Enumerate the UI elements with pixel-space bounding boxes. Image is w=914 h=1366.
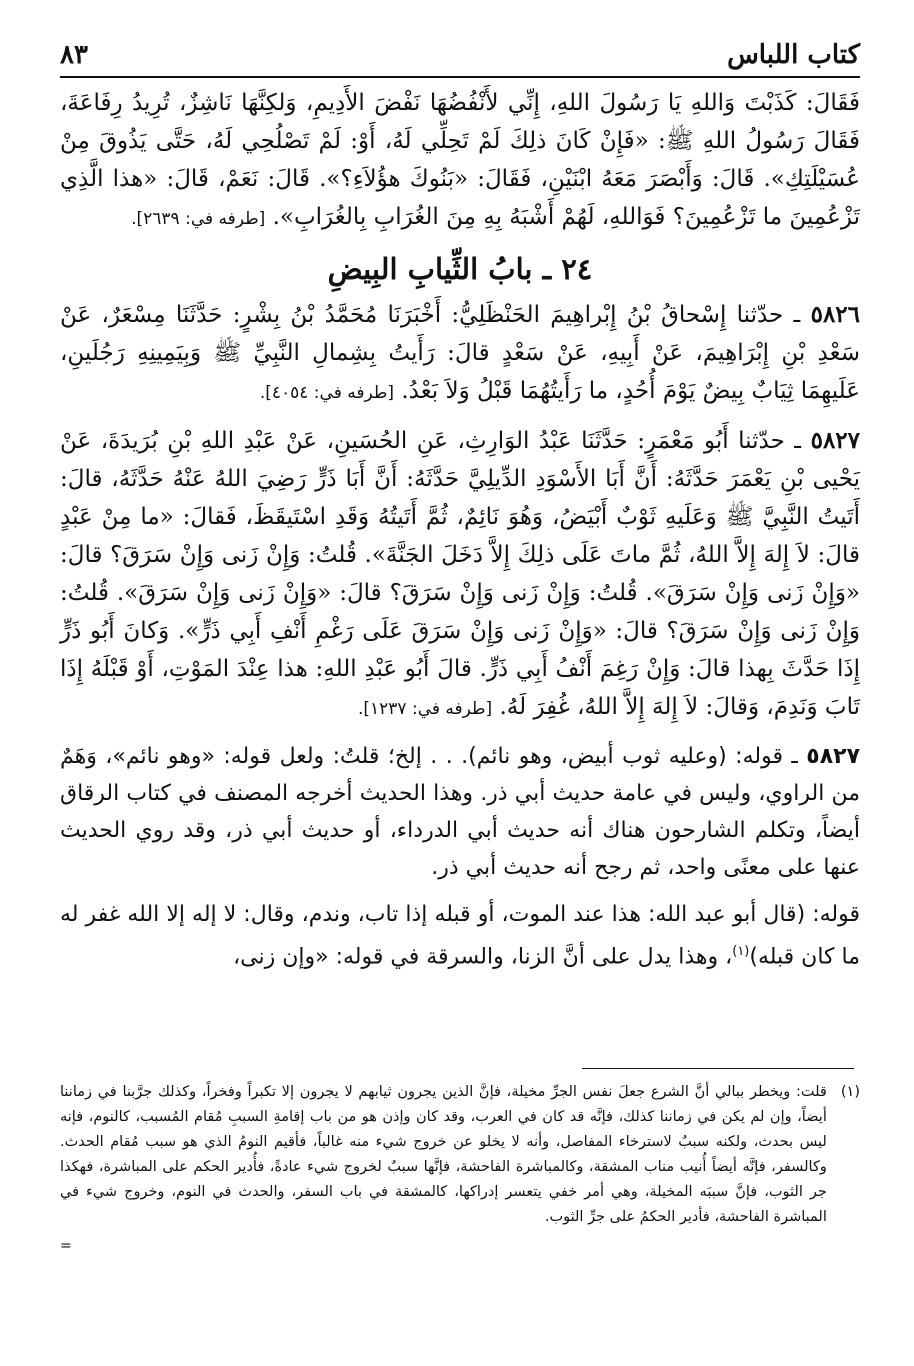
opening-reference: [طرفه في: ٢٦٣٩].: [131, 209, 266, 229]
footnote-item: [60, 1080, 860, 1230]
hadith-number: ٥٨٢٦: [810, 301, 861, 328]
page: [60, 40, 860, 975]
commentary-5827: [60, 738, 860, 886]
footnote-text: قلت: ويخطر ببالي أنَّ الشرع جعلَ نفس الجرِّ مخيلة، فإنَّ الذين يجرون ثيابهم لا يجرون إلا تكبراً وفخراً، وكذلك جرَّبنا في زماننا أيضاً، وإن لم يكن في زماننا كذلك، فإنَّه قد كان في العرب، وقد كان وإذن هو من باب إقامةِ السببِ مُقام المُسبب، كالنوم، فإنه ليس بحدث، ولكنه سببٌ لاسترخاء المفاصل، وأنه لا يخلو عن خروج شيء منه غالباً، فأقيم النومُ الذي هو سبب مُقام الحدث. وكالسفر، فإنَّه أيضاً أُنيب مناب المشقة، وكالمباشرة الفاحشة، فإنَّها سببٌ لخروج شيء عادةً، فأُدير الحكم على المباشرة، فهكذا جر الثوب، فإنَّ سببَه المخيلة، وهي أمر خفي يتعسر إدراكها، كالمشقة في باب السفر، والحدث في النوم، وخروج شيء في المباشرة الفاحشة، فأدير الحكمُ على جرِّ الثوب.: [60, 1084, 827, 1225]
footnote-number: (١): [840, 1084, 860, 1100]
commentary-text: ـ قوله: (وعليه ثوب أبيض، وهو نائم). . . إلخ؛ قلتُ: ولعل قوله: «وهو نائم»، وَهَمٌ من الراوي، وليس في عامة حديث أبي ذر. وهذا الحديث أخرجه المصنف في كتاب الرقاق أيضاً، وتكلم الشارحون هناك أنه حديث أبي الدرداء، أو حديث أبي ذر، وقد روي الحديث عنها على معنًى واحد، ثم رجح أنه حديث أبي ذر.: [60, 744, 860, 880]
hadith-text: ـ حدّثنا إِسْحاقُ بْنُ إِبْراهِيمَ الحَنْظَلِيُّ: أَخْبَرَنَا مُحَمَّدُ بْنُ بِشْرٍ: حَدَّثَنَا مِسْعَرٌ، عَنْ سَعْدِ بْنِ إِبْرَاهِيمَ، عَنْ أَبِيهِ، عَنْ سَعْدٍ قالَ: رَأَيتُ بِشِمالِ النَّبِيِّ ﷺ وَبِيَمِينِهِ رَجُلَينِ، عَلَيهِمَا ثِيَابٌ بِيضٌ يَوْمَ أُحُدٍ، ما رَأَيتُهُمَا قَبْلُ وَلاَ بَعْدُ.: [60, 302, 860, 404]
running-head: [60, 40, 860, 78]
commentary-text-continued: ، وهذا يدل على أنَّ الزنا، والسرقة في قوله: «وإن زنى،: [233, 944, 733, 970]
hadith-reference: [طرفه في: ١٢٣٧].: [357, 699, 493, 719]
opening-text: فَقَالَ: كَذَبْتَ وَاللهِ يَا رَسُولَ اللهِ، إِنِّي لأَنْفُضُهَا نَفْضَ الأَدِيمِ، وَلكِنَّهَا نَاشِزٌ، تُرِيدُ رِفَاعَةَ، فَقَالَ رَسُولُ اللهِ ﷺ: «فَإِنْ كَانَ ذلِكَ لَمْ تَحِلِّي لَهُ، أَوْ: لَمْ تَصْلُحِي لَهُ، حَتَّى يَذُوقَ مِنْ عُسَيْلَتِكِ». قَالَ: وَأَبْصَرَ مَعَهُ ابْنَيْنِ، فَقَالَ: «بَنُوكَ هؤُلاَءِ؟». قَالَ: نَعَمْ، قَالَ: «هذا الَّذِي تَزْعُمِينَ ما تَزْعُمِينَ؟ فَوَاللهِ، لَهُمْ أَشْبَهُ بِهِ مِنَ الغُرَابِ بِالغُرَابِ».: [60, 90, 860, 230]
footnote-continuation-mark: =: [60, 1238, 72, 1254]
hadith-5826: [60, 296, 860, 412]
opening-paragraph: [60, 84, 860, 238]
footnote-separator: [582, 1068, 854, 1069]
chapter-title: ٢٤ ـ بابُ الثِّيابِ البِيضِ: [327, 252, 593, 286]
hadith-5827: [60, 422, 860, 728]
footnote-marker: (١): [732, 944, 750, 959]
page-number: ٨٣: [60, 40, 88, 70]
main-text: [60, 84, 860, 975]
commentary-text: قوله: (قال أبو عبد الله: هذا عند الموت، أو قبله إذا تاب، وندم، وقال: لا إله إلا الله غفر له ما كان قبله): [60, 902, 860, 970]
commentary-number: ٥٨٢٧: [806, 744, 861, 769]
book-title: كتاب اللباس: [727, 40, 860, 70]
commentary-qawluhu: [60, 896, 860, 975]
footnotes: [60, 1080, 860, 1259]
hadith-text: ـ حدّثنا أَبُو مَعْمَرٍ: حَدَّثَنَا عَبْدُ الوَارِثِ، عَنِ الحُسَينِ، عَنْ عَبْدِ اللهِ بْنِ بُرَيدَةَ، عَنْ يَحْيى بْنِ يَعْمَرَ حَدَّثَهُ: أَنَّ أَبَا الأَسْوَدِ الدِّيلِيَّ حَدَّثَهُ: أَنَّ أَبَا ذَرٍّ رَضِيَ اللهُ عَنْهُ حَدَّثَهُ، قالَ: أَتَيتُ النَّبِيَّ ﷺ وَعَلَيهِ ثَوْبٌ أَبْيَضُ، وَهُوَ نَائِمٌ، ثُمَّ أَتَيتُهُ وَقَدِ اسْتَيقَظَ، فَقالَ: «ما مِنْ عَبْدٍ قالَ: لاَ إِلهَ إِلاَّ اللهُ، ثُمَّ ماتَ عَلَى ذلِكَ إِلاَّ دَخَلَ الجَنَّةَ». قُلتُ: وَإِنْ زَنى وَإِنْ سَرَقَ؟ قالَ: «وَإِنْ زَنى وَإِنْ سَرَقَ». قُلتُ: وَإِنْ زَنى وَإِنْ سَرَقَ؟ قالَ: «وَإِنْ زَنى وَإِنْ سَرَقَ». قُلتُ: وَإِنْ زَنى وَإِنْ سَرَقَ؟ قالَ: «وَإِنْ زَنى وَإِنْ سَرَقَ عَلَى رَغْمِ أَنْفِ أَبِي ذَرٍّ». وَكانَ أَبُو ذَرٍّ إِذَا حَدَّثَ بِهذا قالَ: وَإِنْ رَغِمَ أَنْفُ أَبِي ذَرٍّ. قالَ أَبُو عَبْدِ اللهِ: هذا عِنْدَ المَوْتِ، أَوْ قَبْلَهُ إِذَا تَابَ وَنَدِمَ، وَقالَ: لاَ إِلهَ إِلاَّ اللهُ، غُفِرَ لَهُ.: [60, 428, 861, 720]
hadith-number: ٥٨٢٧: [810, 427, 861, 454]
hadith-reference: [طرفه في: ٤٠٥٤].: [259, 383, 395, 403]
